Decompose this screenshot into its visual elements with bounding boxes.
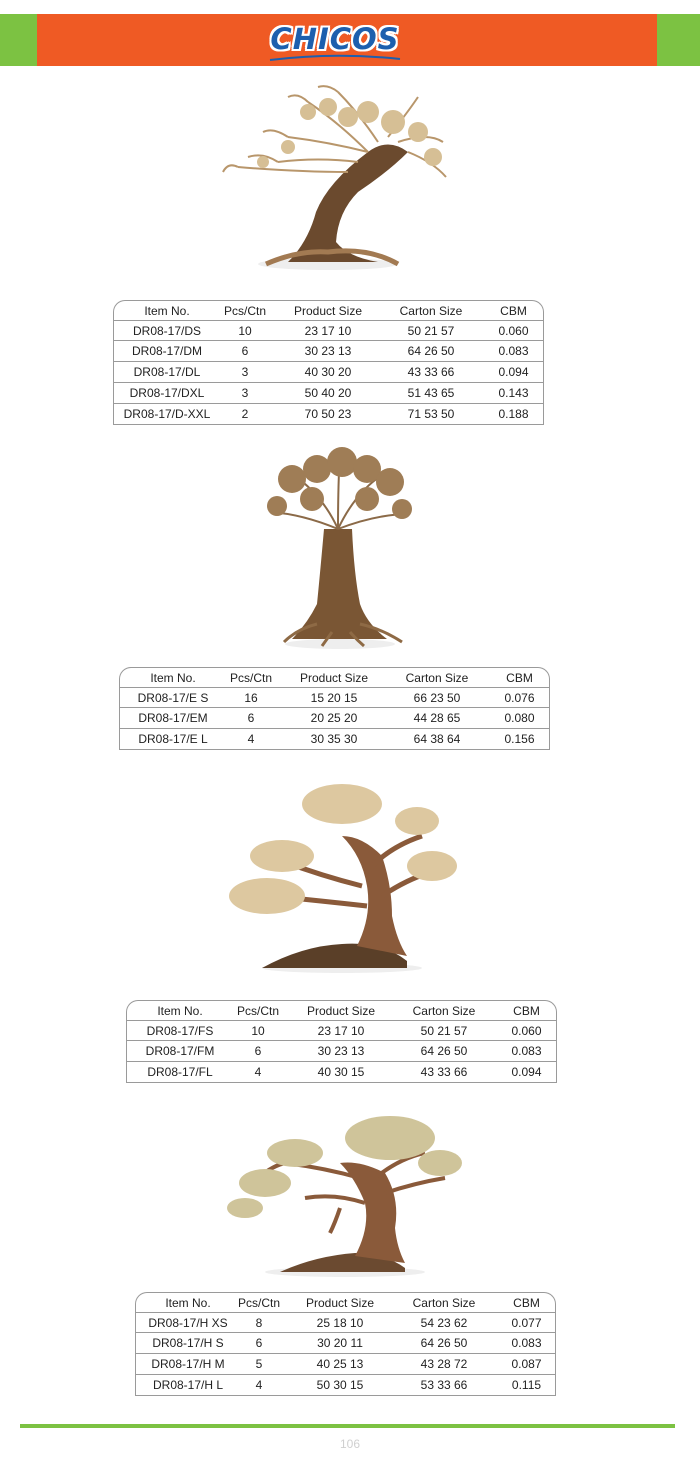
cell-item: DR08-17/FL bbox=[147, 1065, 213, 1079]
cell-item: DR08-17/EM bbox=[138, 711, 208, 725]
cell-product-size: 25 18 10 bbox=[316, 1316, 364, 1330]
cell-item: DR08-17/D-XXL bbox=[123, 407, 211, 421]
header-carton-size: Carton Size bbox=[412, 1004, 476, 1018]
cell-carton-size: 64 26 50 bbox=[420, 1044, 468, 1058]
cell-carton-size: 51 43 65 bbox=[407, 386, 455, 400]
cell-cbm: 0.076 bbox=[504, 691, 535, 705]
table-header-row bbox=[119, 667, 550, 687]
cell-cbm: 0.080 bbox=[504, 711, 535, 725]
table-row bbox=[135, 1354, 556, 1375]
driftwood-bonsai-cascade-image bbox=[225, 1108, 467, 1278]
header-item-no: Item No. bbox=[157, 1004, 203, 1018]
header-carton-size: Carton Size bbox=[405, 671, 469, 685]
footer-divider bbox=[20, 1424, 675, 1428]
cell-carton-size: 53 33 66 bbox=[420, 1378, 468, 1392]
cell-cbm: 0.077 bbox=[511, 1316, 542, 1330]
table-row bbox=[113, 341, 544, 362]
cell-cbm: 0.115 bbox=[511, 1378, 542, 1392]
header-product-size: Product Size bbox=[293, 304, 363, 318]
table-row bbox=[113, 383, 544, 404]
cell-item: DR08-17/DL bbox=[133, 365, 201, 379]
header-accent-right bbox=[657, 14, 700, 66]
cell-cbm: 0.143 bbox=[498, 386, 529, 400]
cell-product-size: 50 40 20 bbox=[304, 386, 352, 400]
cell-pcs: 8 bbox=[255, 1316, 263, 1330]
cell-pcs: 6 bbox=[255, 1336, 263, 1350]
cell-carton-size: 64 38 64 bbox=[413, 732, 461, 746]
cell-pcs: 3 bbox=[241, 386, 249, 400]
cell-cbm: 0.083 bbox=[511, 1336, 542, 1350]
cell-item: DR08-17/E S bbox=[137, 691, 209, 705]
table-row bbox=[119, 708, 550, 729]
cell-pcs: 4 bbox=[247, 732, 255, 746]
header-cbm: CBM bbox=[500, 304, 527, 318]
cell-item: DR08-17/H M bbox=[151, 1357, 225, 1371]
cell-carton-size: 54 23 62 bbox=[420, 1316, 468, 1330]
header-accent-left bbox=[0, 14, 37, 66]
header-product-size: Product Size bbox=[299, 671, 369, 685]
table-row bbox=[126, 1062, 557, 1083]
cell-product-size: 30 23 13 bbox=[304, 344, 352, 358]
header-item-no: Item No. bbox=[150, 671, 196, 685]
header-carton-size: Carton Size bbox=[399, 304, 463, 318]
cell-cbm: 0.060 bbox=[498, 324, 529, 338]
cell-pcs: 2 bbox=[241, 407, 249, 421]
cell-product-size: 40 25 13 bbox=[316, 1357, 364, 1371]
cell-carton-size: 66 23 50 bbox=[413, 691, 461, 705]
cell-product-size: 30 20 11 bbox=[317, 1336, 363, 1350]
header-cbm: CBM bbox=[513, 1296, 540, 1310]
table-row bbox=[135, 1375, 556, 1396]
table-row bbox=[113, 362, 544, 383]
table-row bbox=[119, 687, 550, 708]
cell-item: DR08-17/DXL bbox=[129, 386, 205, 400]
cell-carton-size: 44 28 65 bbox=[413, 711, 461, 725]
table-row bbox=[119, 729, 550, 750]
cell-pcs: 3 bbox=[241, 365, 249, 379]
cell-product-size: 23 17 10 bbox=[317, 1024, 365, 1038]
page-number: 106 bbox=[339, 1437, 361, 1451]
cell-pcs: 10 bbox=[238, 324, 252, 338]
spec-table-2 bbox=[119, 667, 550, 753]
table-row bbox=[135, 1312, 556, 1333]
cell-pcs: 6 bbox=[241, 344, 249, 358]
logo-swoosh-icon bbox=[268, 54, 402, 62]
cell-carton-size: 43 28 72 bbox=[420, 1357, 468, 1371]
cell-carton-size: 71 53 50 bbox=[407, 407, 455, 421]
spec-table-4 bbox=[135, 1292, 556, 1399]
cell-product-size: 23 17 10 bbox=[304, 324, 352, 338]
cell-cbm: 0.156 bbox=[504, 732, 535, 746]
cell-cbm: 0.087 bbox=[511, 1357, 542, 1371]
table-row bbox=[113, 404, 544, 425]
cell-carton-size: 43 33 66 bbox=[407, 365, 455, 379]
cell-item: DR08-17/H XS bbox=[148, 1316, 228, 1330]
cell-carton-size: 50 21 57 bbox=[407, 324, 455, 338]
cell-item: DR08-17/DS bbox=[132, 324, 202, 338]
cell-pcs: 6 bbox=[254, 1044, 262, 1058]
cell-item: DR08-17/FM bbox=[145, 1044, 215, 1058]
header-carton-size: Carton Size bbox=[412, 1296, 476, 1310]
cell-product-size: 40 30 20 bbox=[304, 365, 352, 379]
spec-table-1 bbox=[113, 300, 544, 428]
cell-item: DR08-17/H L bbox=[152, 1378, 224, 1392]
header-pcs-ctn: Pcs/Ctn bbox=[223, 304, 266, 318]
cell-pcs: 10 bbox=[251, 1024, 265, 1038]
cell-product-size: 30 35 30 bbox=[310, 732, 358, 746]
header-cbm: CBM bbox=[506, 671, 533, 685]
cell-cbm: 0.083 bbox=[511, 1044, 542, 1058]
cell-carton-size: 64 26 50 bbox=[407, 344, 455, 358]
cell-item: DR08-17/H S bbox=[152, 1336, 224, 1350]
header-item-no: Item No. bbox=[165, 1296, 211, 1310]
page-header bbox=[0, 14, 700, 66]
table-header-row bbox=[135, 1292, 556, 1312]
header-product-size: Product Size bbox=[306, 1004, 376, 1018]
cell-product-size: 70 50 23 bbox=[304, 407, 352, 421]
driftwood-bonsai-upright-image bbox=[262, 444, 414, 650]
header-pcs-ctn: Pcs/Ctn bbox=[236, 1004, 279, 1018]
cell-carton-size: 43 33 66 bbox=[420, 1065, 468, 1079]
cell-product-size: 30 23 13 bbox=[317, 1044, 365, 1058]
header-product-size: Product Size bbox=[305, 1296, 375, 1310]
table-header-row bbox=[126, 1000, 557, 1020]
driftwood-bonsai-tiered-image bbox=[222, 776, 462, 974]
cell-cbm: 0.094 bbox=[511, 1065, 542, 1079]
cell-pcs: 16 bbox=[244, 691, 258, 705]
table-row bbox=[126, 1020, 557, 1041]
header-item-no: Item No. bbox=[144, 304, 190, 318]
cell-pcs: 4 bbox=[255, 1378, 263, 1392]
header-pcs-ctn: Pcs/Ctn bbox=[237, 1296, 280, 1310]
cell-cbm: 0.083 bbox=[498, 344, 529, 358]
cell-product-size: 40 30 15 bbox=[317, 1065, 365, 1079]
spec-table-3 bbox=[126, 1000, 557, 1086]
cell-product-size: 50 30 15 bbox=[316, 1378, 364, 1392]
cell-pcs: 5 bbox=[255, 1357, 263, 1371]
cell-carton-size: 64 26 50 bbox=[420, 1336, 468, 1350]
cell-cbm: 0.188 bbox=[498, 407, 529, 421]
cell-cbm: 0.060 bbox=[511, 1024, 542, 1038]
header-pcs-ctn: Pcs/Ctn bbox=[229, 671, 272, 685]
driftwood-bonsai-windswept-image bbox=[218, 82, 454, 274]
cell-pcs: 4 bbox=[254, 1065, 262, 1079]
table-row bbox=[113, 320, 544, 341]
cell-product-size: 20 25 20 bbox=[310, 711, 358, 725]
cell-pcs: 6 bbox=[247, 711, 255, 725]
cell-item: DR08-17/DM bbox=[131, 344, 203, 358]
header-cbm: CBM bbox=[513, 1004, 540, 1018]
cell-product-size: 15 20 15 bbox=[310, 691, 358, 705]
cell-cbm: 0.094 bbox=[498, 365, 529, 379]
cell-item: DR08-17/E L bbox=[138, 732, 208, 746]
table-header-row bbox=[113, 300, 544, 320]
table-row bbox=[135, 1333, 556, 1354]
cell-item: DR08-17/FS bbox=[146, 1024, 214, 1038]
brand-logo: CHICOS bbox=[270, 22, 400, 56]
table-row bbox=[126, 1041, 557, 1062]
cell-carton-size: 50 21 57 bbox=[420, 1024, 468, 1038]
